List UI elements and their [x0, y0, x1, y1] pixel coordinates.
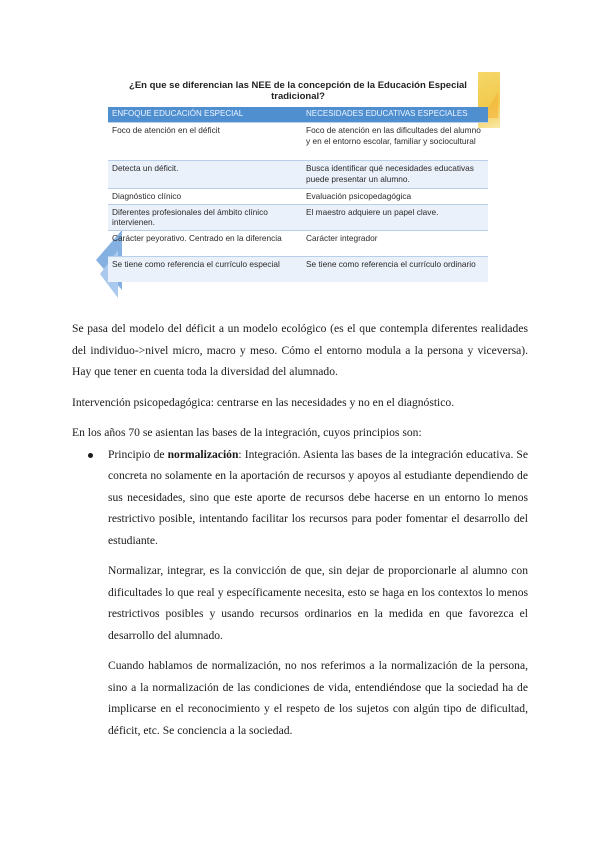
- bold-term: normalización: [167, 447, 239, 461]
- figure-title: ¿En que se diferencian las NEE de la concepción de la Educación Especial tradicional?: [129, 80, 467, 102]
- column-header: NECESIDADES EDUCATIVAS ESPECIALES: [302, 107, 488, 123]
- table-cell: El maestro adquiere un papel clave.: [302, 204, 488, 230]
- table-cell: Foco de atención en el déficit: [108, 123, 302, 161]
- table-row: [108, 256, 488, 282]
- table-row: [108, 161, 488, 189]
- paragraph: En los años 70 se asientan las bases de la integración, cuyos principios son:: [72, 426, 422, 439]
- bullet-icon: [88, 453, 93, 458]
- table-row: [108, 230, 488, 256]
- table-cell: Carácter integrador: [302, 230, 488, 256]
- paragraph: Cuando hablamos de normalización, no nos referimos a la normalización de la persona, sino a la normalización de las condiciones de vida, entendiéndose que la sociedad ha de implicarse en el reconocimiento y el respeto de los sujetos con algún tipo de dificultad, déficit, etc. Se conciencia a la sociedad.: [108, 659, 528, 737]
- nee-comparison-figure: [96, 72, 500, 304]
- comparison-table: [108, 107, 488, 282]
- table-row: [108, 123, 488, 161]
- bullet-item: [72, 444, 528, 742]
- table-cell: Evaluación psicopedagógica: [302, 189, 488, 205]
- table-cell: Detecta un déficit.: [108, 161, 302, 189]
- table-cell: Foco de atención en las dificultades del alumno y en el entorno escolar, familiar y sociocultural: [302, 123, 488, 161]
- bullet-prefix: Principio de: [108, 447, 168, 461]
- paragraph: Intervención psicopedagógica: centrarse en las necesidades y no en el diagnóstico.: [72, 395, 455, 409]
- column-header: ENFOQUE EDUCACIÓN ESPECIAL: [108, 107, 302, 123]
- table-row: [108, 189, 488, 205]
- table-cell: Se tiene como referencia el currículo especial: [108, 256, 302, 282]
- bullet-paragraph: [108, 444, 528, 552]
- document-body: [72, 318, 528, 741]
- bullet-text: : Integración. Asienta las bases de la integración educativa. Se concreta no solamente en la aportación de recursos y apoyos al estudiante dependiendo de sus necesidades, sino que este aporte de recursos debe hacerse en un entorno lo menos restrictivo posible, intentando facilitar los recursos para poder fomentar el desarrollo del estudiante.: [108, 447, 528, 547]
- table-row: [108, 204, 488, 230]
- paragraph: Se pasa del modelo del déficit a un modelo ecológico (es el que contempla diferentes realidades del individuo->nivel micro, macro y meso. Cómo el entorno modula a la persona y viceversa). Hay que tener en cuenta toda la diversidad del alumnado.: [72, 322, 528, 378]
- table-cell: Diferentes profesionales del ámbito clínico intervienen.: [108, 204, 302, 230]
- table-cell: Carácter peyorativo. Centrado en la diferencia: [108, 230, 302, 256]
- paragraph: Normalizar, integrar, es la convicción de que, sin dejar de proporcionarle al alumno con dificultades lo que real y específicamente necesita, esto se haga en los contextos lo menos restrictivos posibles y usando recursos ordinarios en la medida en que favorezca el desarrollo del alumnado.: [108, 564, 528, 642]
- table-cell: Busca identificar qué necesidades educativas puede presentar un alumno.: [302, 161, 488, 189]
- table-cell: Diagnóstico clínico: [108, 189, 302, 205]
- table-cell: Se tiene como referencia el currículo ordinario: [302, 256, 488, 282]
- table-header-row: [108, 107, 488, 123]
